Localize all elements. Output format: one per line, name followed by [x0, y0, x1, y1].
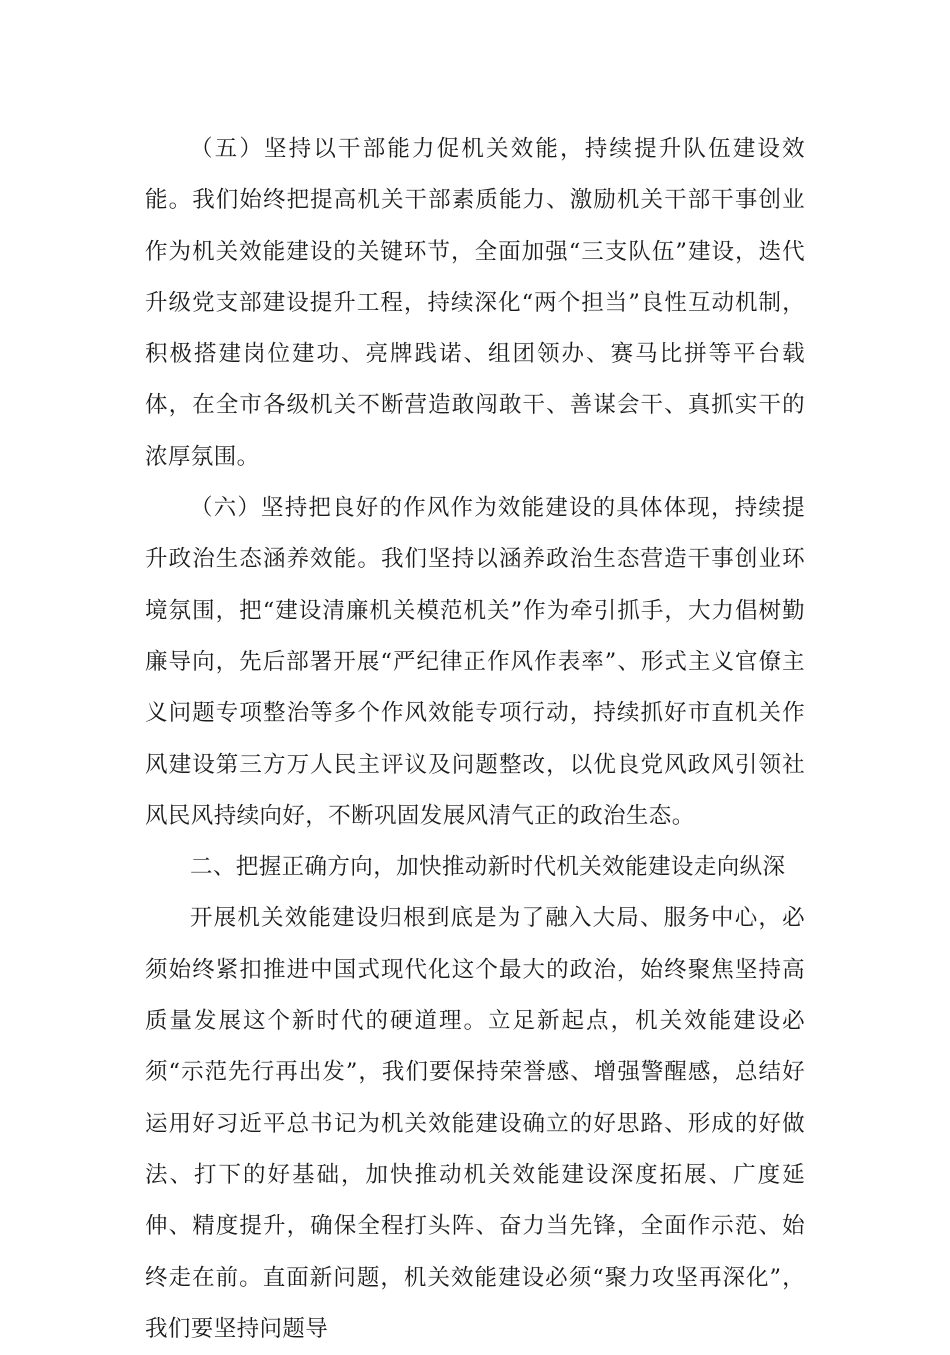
- heading-part-two: 二、把握正确方向，加快推动新时代机关效能建设走向纵深: [190, 854, 786, 881]
- paragraph-part-two-body: 开展机关效能建设归根到底是为了融入大局、服务中心，必须始终紧扣推进中国式现代化这个最大的政治，始终聚焦坚持高质量发展这个新时代的硬道理。立足新起点，机关效能建设必须“示范先行再出发”，我们要保持荣誉感、增强警醒感，总结好运用好习近平总书记为机关效能建设确立的好思路、形成的好做法、打下的好基础，加快推动机关效能建设深度拓展、广度延伸、精度提升，确保全程打头阵、奋力当先锋，全面作示范、始终走在前。直面新问题，机关效能建设必须“聚力攻坚再深化”，我们要坚持问题导: [145, 905, 805, 1342]
- document-body: [145, 124, 805, 1355]
- paragraph-section-five: （五）坚持以干部能力促机关效能，持续提升队伍建设效能。我们始终把提高机关干部素质能力、激励机关干部干事创业作为机关效能建设的关键环节，全面加强“三支队伍”建设，迭代升级党支部建设提升工程，持续深化“两个担当”良性互动机制，积极搭建岗位建功、亮牌践诺、组团领办、赛马比拼等平台载体，在全市各级机关不断营造敢闯敢干、善谋会干、真抓实干的浓厚氛围。: [145, 136, 805, 470]
- paragraph-section-six: （六）坚持把良好的作风作为效能建设的具体体现，持续提升政治生态涵养效能。我们坚持以涵养政治生态营造干事创业环境氛围，把“建设清廉机关模范机关”作为牵引抓手，大力倡树勤廉导向，先后部署开展“严纪律正作风作表率”、形式主义官僚主义问题专项整治等多个作风效能专项行动，持续抓好市直机关作风建设第三方万人民主评议及问题整改，以优良党风政风引领社风民风持续向好，不断巩固发展风清气正的政治生态。: [145, 495, 805, 829]
